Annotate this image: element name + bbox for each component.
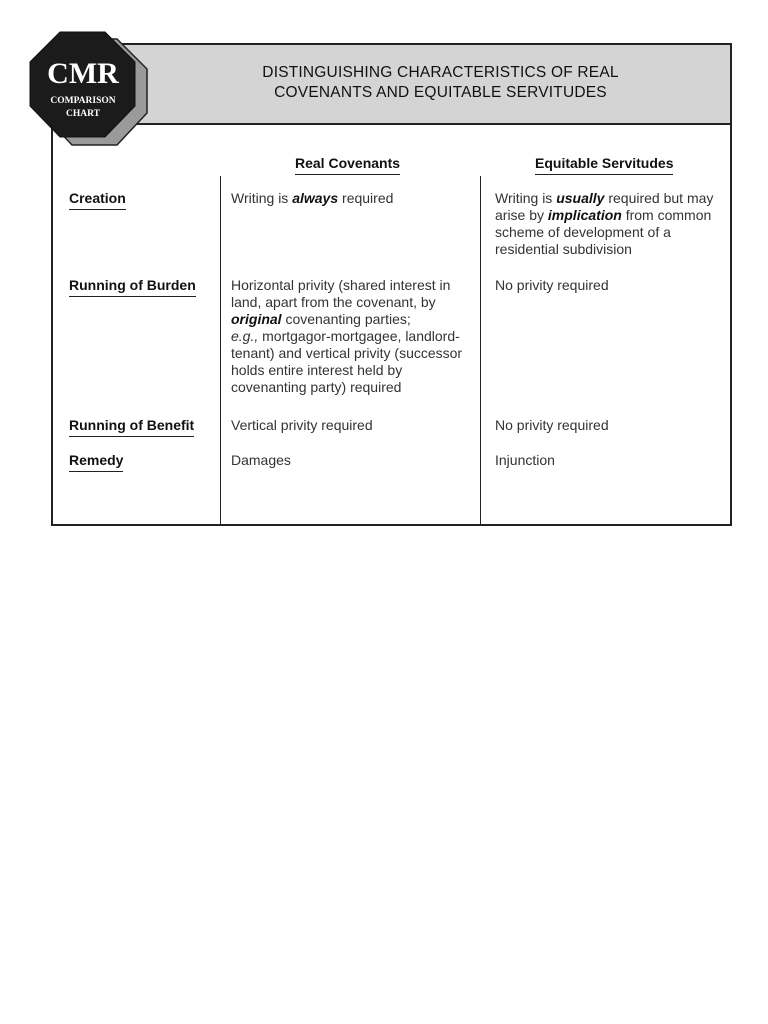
row-label-running-of-benefit: Running of Benefit bbox=[69, 417, 194, 437]
chart-title bbox=[163, 63, 718, 103]
column-header-real-covenants: Real Covenants bbox=[295, 155, 400, 175]
row-label-creation: Creation bbox=[69, 190, 126, 210]
row-label-remedy: Remedy bbox=[69, 452, 123, 472]
column-divider-1 bbox=[220, 176, 221, 525]
cmr-logo bbox=[29, 31, 149, 153]
badge-line-1: COMPARISON bbox=[50, 96, 116, 106]
cell-benefit-real: Vertical privity required bbox=[231, 417, 373, 433]
badge-logo-text: CMR bbox=[47, 57, 119, 90]
title-line-2: COVENANTS AND EQUITABLE SERVITUDES bbox=[274, 84, 607, 101]
cell-creation-equitable: Writing is usually required but may arise by implication from common scheme of development of a residential subdivision bbox=[495, 190, 714, 257]
cell-burden-equitable: No privity required bbox=[495, 277, 609, 293]
comparison-chart bbox=[51, 43, 732, 526]
row-label-running-of-burden: Running of Burden bbox=[69, 277, 196, 297]
cell-benefit-equitable: No privity required bbox=[495, 417, 609, 433]
title-line-1: DISTINGUISHING CHARACTERISTICS OF REAL bbox=[262, 64, 619, 81]
cell-burden-real: Horizontal privity (shared interest in land, apart from the covenant, by original covenanting parties; e.g., mortgagor-mortgagee, landlord-tenant) and vertical privity (successor holds entire interest held by covenanting party) required bbox=[231, 277, 463, 395]
title-band bbox=[53, 45, 730, 125]
cell-remedy-real: Damages bbox=[231, 452, 291, 468]
column-divider-2 bbox=[480, 176, 481, 525]
cell-remedy-equitable: Injunction bbox=[495, 452, 555, 468]
cell-creation-real: Writing is always required bbox=[231, 190, 394, 206]
badge-line-2: CHART bbox=[66, 109, 100, 119]
column-header-equitable-servitudes: Equitable Servitudes bbox=[535, 155, 673, 175]
